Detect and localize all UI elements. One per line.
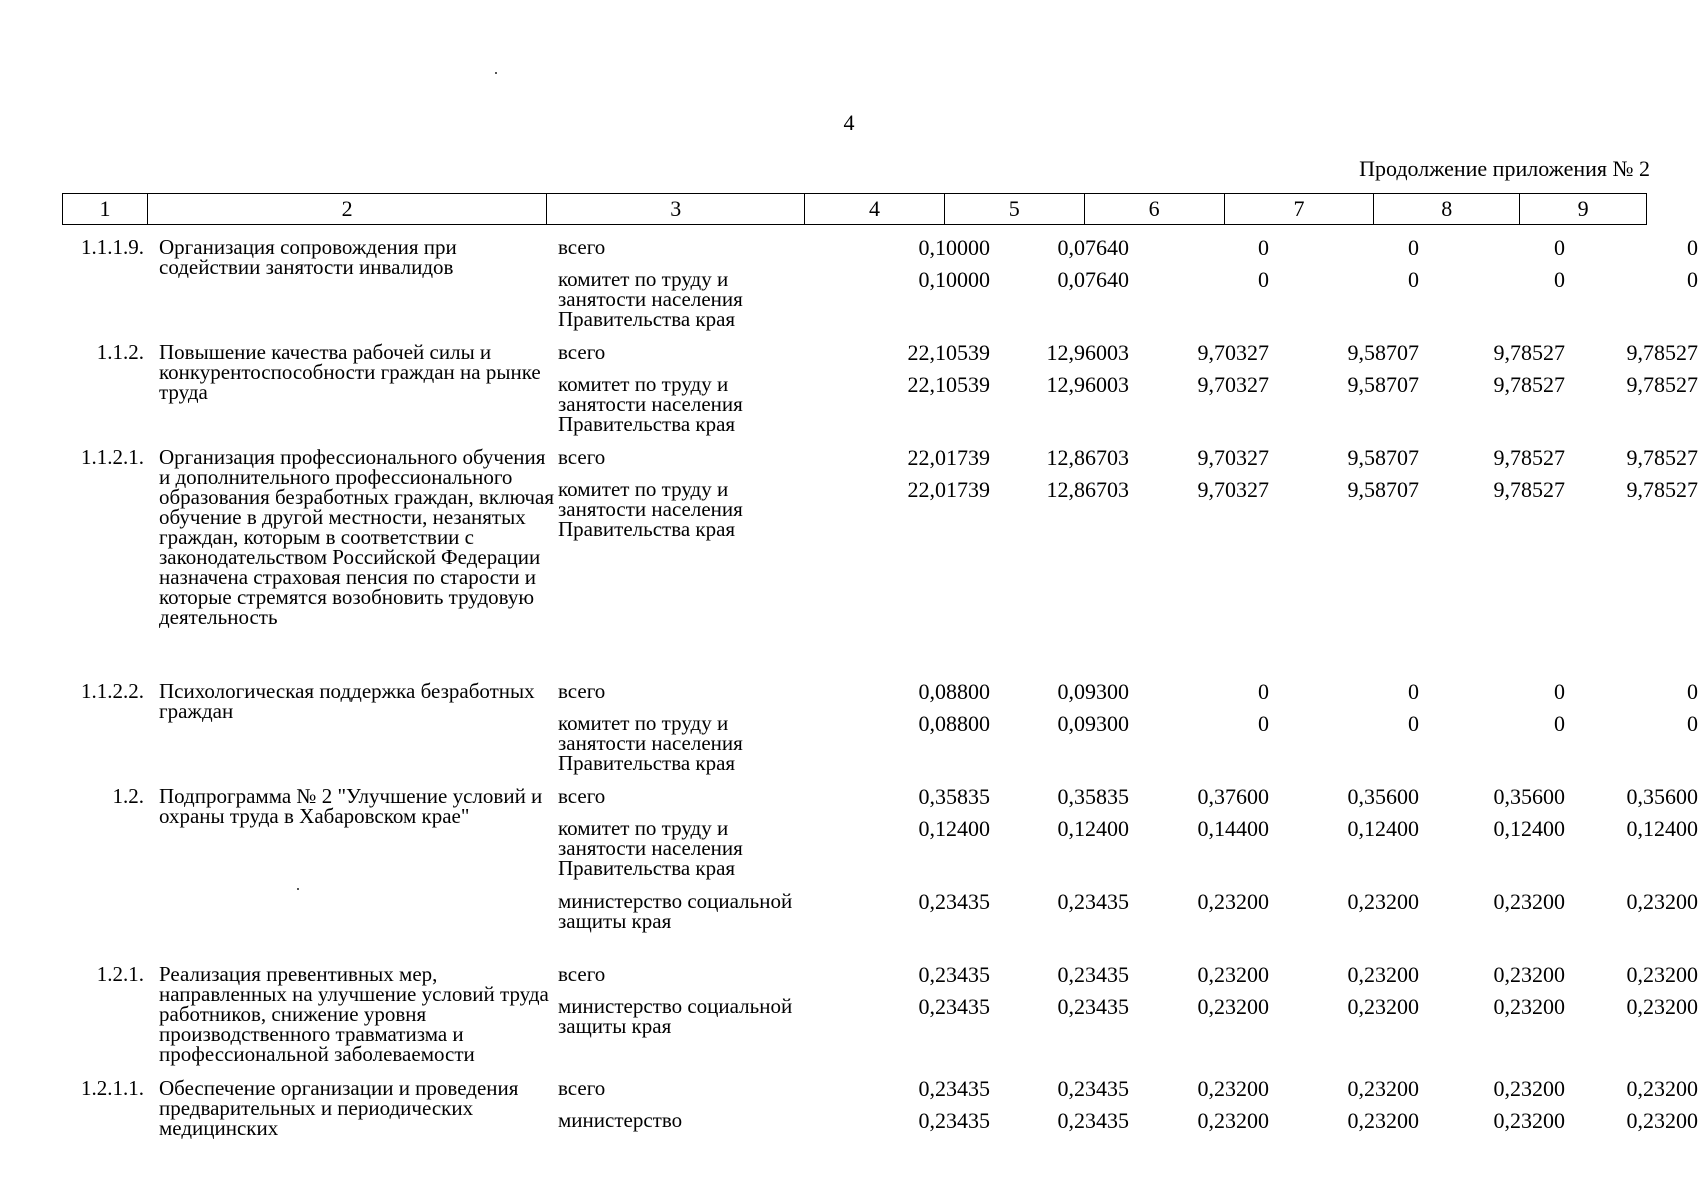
- value-cell: 0,23200: [1197, 1108, 1269, 1133]
- appendix-caption: Продолжение приложения № 2: [1359, 156, 1650, 181]
- value-cell: 22,10539: [907, 340, 990, 365]
- row-name: Подпрограмма № 2 "Улучшение условий и охраны труда в Хабаровском крае": [159, 784, 543, 828]
- row-name: Организация сопровождения при содействии занятости инвалидов: [159, 235, 457, 279]
- value-cell: 0,23200: [1493, 889, 1565, 914]
- scan-artifact: [297, 888, 299, 890]
- value-cell: 0,09300: [1057, 711, 1129, 736]
- row-name: Реализация превентивных мер, направленных на улучшение условий труда работников, снижение уровня производственного травматизма и профессиональной заболеваемости: [159, 962, 549, 1066]
- value-cell: 0: [1408, 711, 1419, 736]
- value-cell: 0,23200: [1347, 1076, 1419, 1101]
- value-cell: 0: [1687, 235, 1698, 260]
- value-cell: 9,78527: [1626, 445, 1698, 470]
- value-cell: 0,35600: [1347, 784, 1419, 809]
- row-number: 1.2.1.1.: [81, 1076, 144, 1100]
- value-cell: 0,12400: [1493, 816, 1565, 841]
- header-cell: 4: [805, 194, 945, 224]
- value-cell: 9,58707: [1347, 477, 1419, 502]
- executor: министерство социальной защиты края: [558, 994, 793, 1038]
- value-cell: 0: [1554, 235, 1565, 260]
- value-cell: 9,78527: [1493, 372, 1565, 397]
- value-cell: 0,23200: [1626, 1108, 1698, 1133]
- value-cell: 0,23200: [1347, 994, 1419, 1019]
- value-cell: 0: [1258, 711, 1269, 736]
- value-cell: 0,35600: [1626, 784, 1698, 809]
- value-cell: 9,78527: [1626, 477, 1698, 502]
- value-cell: 0: [1554, 267, 1565, 292]
- executor: комитет по труду и занятости населения Правительства края: [558, 267, 743, 331]
- value-cell: 0: [1258, 235, 1269, 260]
- value-cell: 0,37600: [1197, 784, 1269, 809]
- value-cell: 9,78527: [1626, 340, 1698, 365]
- value-cell: 0,23200: [1493, 962, 1565, 987]
- value-cell: 9,70327: [1197, 445, 1269, 470]
- executor: министерство социальной защиты края: [558, 889, 793, 933]
- value-cell: 0,23200: [1347, 889, 1419, 914]
- table-header: [62, 193, 1647, 225]
- value-cell: 0,12400: [1347, 816, 1419, 841]
- value-cell: 9,70327: [1197, 372, 1269, 397]
- value-cell: 0: [1687, 711, 1698, 736]
- value-cell: 0,08800: [918, 711, 990, 736]
- value-cell: 9,78527: [1493, 445, 1565, 470]
- value-cell: 0: [1554, 711, 1565, 736]
- executor: всего: [558, 962, 606, 986]
- value-cell: 0,14400: [1197, 816, 1269, 841]
- value-cell: 0: [1408, 235, 1419, 260]
- value-cell: 12,96003: [1046, 340, 1129, 365]
- value-cell: 0,35600: [1493, 784, 1565, 809]
- value-cell: 0,09300: [1057, 679, 1129, 704]
- header-cell: 8: [1374, 194, 1520, 224]
- value-cell: 9,70327: [1197, 340, 1269, 365]
- executor: комитет по труду и занятости населения Правительства края: [558, 711, 743, 775]
- value-cell: 9,58707: [1347, 445, 1419, 470]
- scan-artifact: [495, 72, 497, 74]
- executor: комитет по труду и занятости населения Правительства края: [558, 816, 743, 880]
- value-cell: 0: [1687, 679, 1698, 704]
- value-cell: 0,07640: [1057, 235, 1129, 260]
- value-cell: 22,10539: [907, 372, 990, 397]
- value-cell: 0,23200: [1493, 994, 1565, 1019]
- value-cell: 0,23435: [918, 889, 990, 914]
- header-cell: 2: [148, 194, 548, 224]
- value-cell: 0: [1408, 679, 1419, 704]
- value-cell: 0,10000: [918, 267, 990, 292]
- row-name: Организация профессионального обучения и дополнительного профессионального образования безработных граждан, включая обучение в другой местности, незанятых граждан, которым в соответствии с законодательством Российской Федерации назначена страховая пенсия по старости и которые стремятся возобновить трудовую деятельность: [159, 445, 555, 629]
- executor: всего: [558, 1076, 606, 1100]
- value-cell: 0,23435: [918, 962, 990, 987]
- value-cell: 0,23200: [1347, 1108, 1419, 1133]
- value-cell: 0,23200: [1626, 962, 1698, 987]
- value-cell: 0,23200: [1197, 1076, 1269, 1101]
- value-cell: 0,23200: [1626, 889, 1698, 914]
- value-cell: 0,07640: [1057, 267, 1129, 292]
- row-name: Психологическая поддержка безработных граждан: [159, 679, 535, 723]
- value-cell: 0,23200: [1626, 994, 1698, 1019]
- value-cell: 12,86703: [1046, 477, 1129, 502]
- value-cell: 0,35835: [1057, 784, 1129, 809]
- value-cell: 0,23435: [1057, 889, 1129, 914]
- value-cell: 0,23200: [1347, 962, 1419, 987]
- value-cell: 0,23200: [1197, 889, 1269, 914]
- executor: всего: [558, 679, 606, 703]
- row-name: Обеспечение организации и проведения предварительных и периодических медицинских: [159, 1076, 519, 1140]
- executor: всего: [558, 340, 606, 364]
- value-cell: 9,78527: [1493, 340, 1565, 365]
- value-cell: 0,23435: [918, 994, 990, 1019]
- header-cell: 1: [63, 194, 148, 224]
- row-number: 1.1.2.2.: [81, 679, 144, 703]
- value-cell: 9,78527: [1493, 477, 1565, 502]
- header-cell: 3: [547, 194, 805, 224]
- value-cell: 12,96003: [1046, 372, 1129, 397]
- header-cell: 7: [1225, 194, 1375, 224]
- page-number: 4: [843, 110, 855, 135]
- value-cell: 0: [1258, 267, 1269, 292]
- value-cell: 0,23435: [1057, 1076, 1129, 1101]
- executor: комитет по труду и занятости населения Правительства края: [558, 372, 743, 436]
- value-cell: 9,58707: [1347, 372, 1419, 397]
- executor: министерство: [558, 1108, 683, 1132]
- value-cell: 22,01739: [907, 477, 990, 502]
- value-cell: 0,23435: [1057, 1108, 1129, 1133]
- value-cell: 9,78527: [1626, 372, 1698, 397]
- value-cell: 0,10000: [918, 235, 990, 260]
- header-cell: 9: [1577, 196, 1589, 221]
- value-cell: 0,08800: [918, 679, 990, 704]
- value-cell: 12,86703: [1046, 445, 1129, 470]
- row-number: 1.2.: [112, 784, 144, 808]
- value-cell: 0,23435: [1057, 994, 1129, 1019]
- value-cell: 0: [1408, 267, 1419, 292]
- value-cell: 0,23435: [1057, 962, 1129, 987]
- value-cell: 0,23200: [1493, 1108, 1565, 1133]
- value-cell: 0: [1687, 267, 1698, 292]
- value-cell: 9,58707: [1347, 340, 1419, 365]
- value-cell: 0,23200: [1493, 1076, 1565, 1101]
- row-number: 1.2.1.: [96, 962, 144, 986]
- value-cell: 0,12400: [918, 816, 990, 841]
- value-cell: 0,12400: [1626, 816, 1698, 841]
- executor: всего: [558, 445, 606, 469]
- value-cell: 0,23435: [918, 1108, 990, 1133]
- value-cell: 0: [1554, 679, 1565, 704]
- row-number: 1.1.2.1.: [81, 445, 144, 469]
- value-cell: 9,70327: [1197, 477, 1269, 502]
- value-cell: 0,23200: [1626, 1076, 1698, 1101]
- value-cell: 0,23200: [1197, 962, 1269, 987]
- executor: комитет по труду и занятости населения Правительства края: [558, 477, 743, 541]
- row-name: Повышение качества рабочей силы и конкурентоспособности граждан на рынке труда: [159, 340, 541, 404]
- value-cell: 0,23200: [1197, 994, 1269, 1019]
- value-cell: 0,23435: [918, 1076, 990, 1101]
- value-cell: 0,12400: [1057, 816, 1129, 841]
- executor: всего: [558, 235, 606, 259]
- row-number: 1.1.1.9.: [81, 235, 144, 259]
- executor: всего: [558, 784, 606, 808]
- value-cell: 0: [1258, 679, 1269, 704]
- value-cell: 0,35835: [918, 784, 990, 809]
- header-cell: 5: [945, 194, 1085, 224]
- value-cell: 22,01739: [907, 445, 990, 470]
- row-number: 1.1.2.: [96, 340, 144, 364]
- header-cell: 6: [1085, 194, 1225, 224]
